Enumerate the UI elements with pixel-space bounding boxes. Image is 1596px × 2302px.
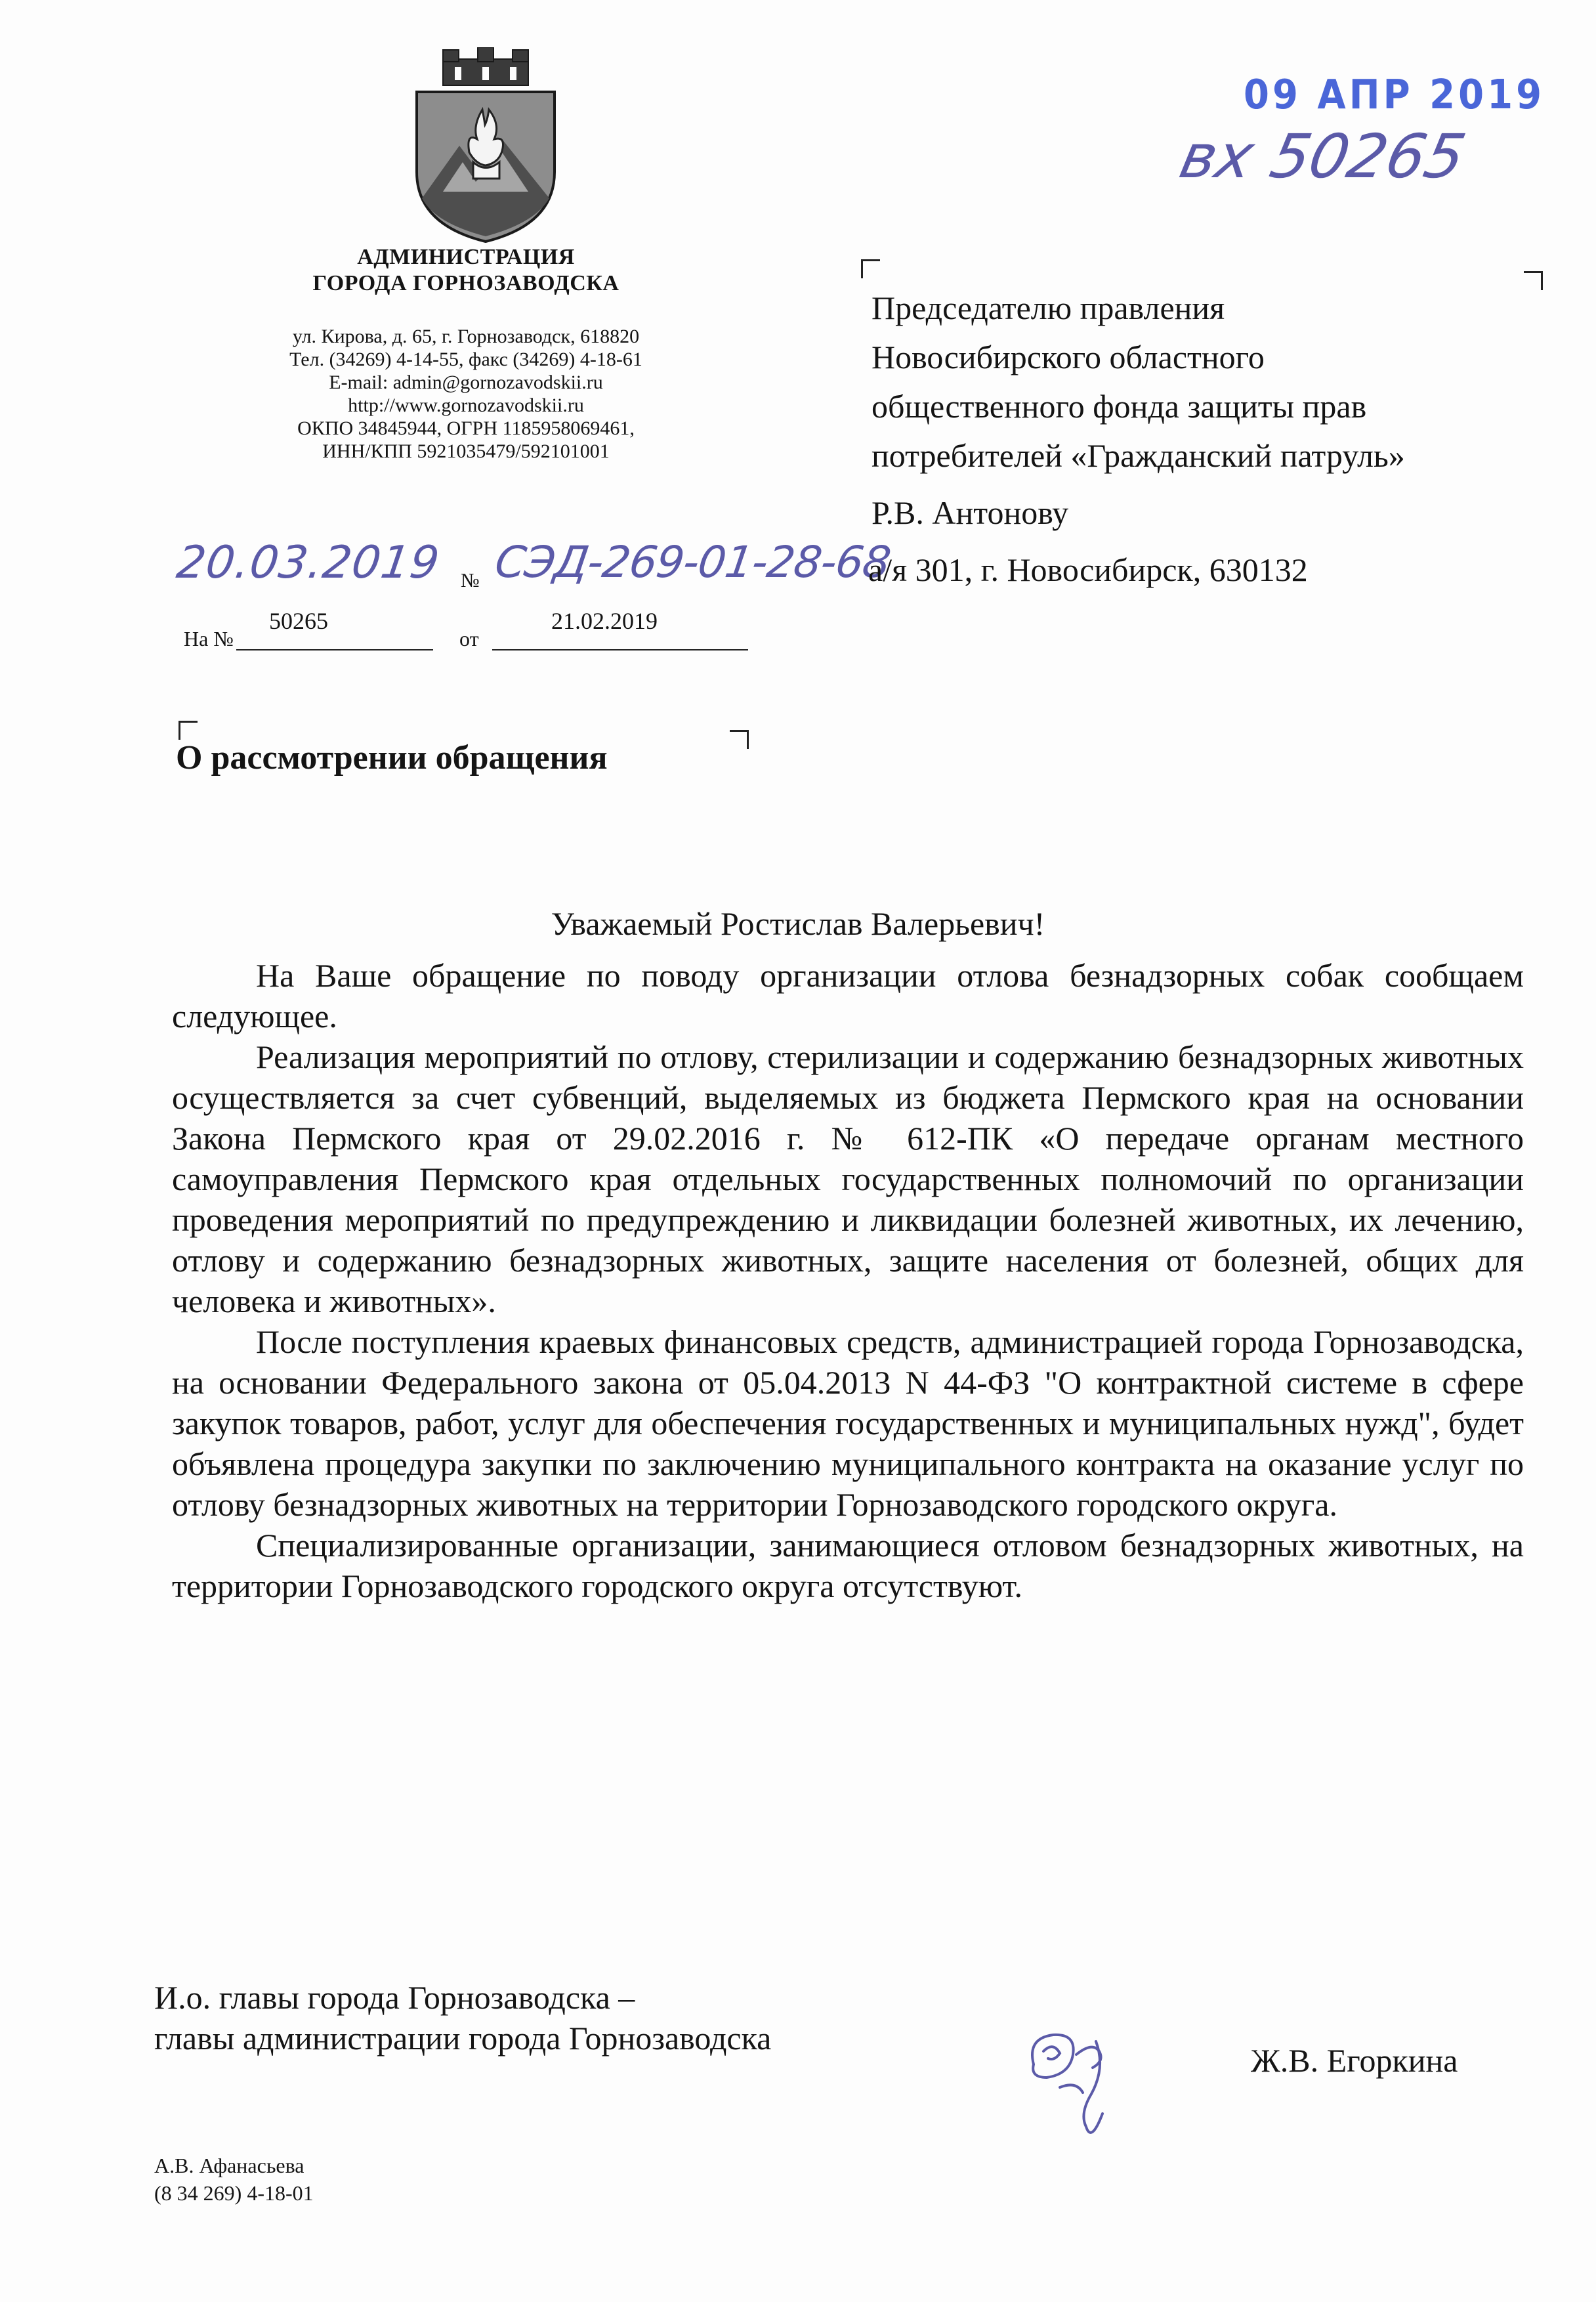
signatory-title [154, 1977, 771, 2058]
body-paragraph: После поступления краевых финансовых средств, администрацией города Горнозаводска, на основании Федерального закона от 05.04.2013 N 44-ФЗ "О контрактной системе в сфере закупок товаров, работ, услуг для обеспечения государственных и муниципальных нужд", будет объявлена процедура закупки по заключению муниципального контракта на оказание услуг по отлову безнадзорных животных на территории Горнозаводского городского округа. [172, 1323, 1524, 1523]
contact-okpo-ogrn: ОКПО 34845944, ОГРН 1185958069461, [297, 417, 635, 439]
body-paragraph: Специализированные организации, занимающиеся отловом безнадзорных животных, на территории Горнозаводского городского округа отсутствуют. [172, 1527, 1524, 1604]
addressee-corner-left [861, 259, 880, 278]
greeting: Уважаемый Ростислав Валерьевич! [551, 905, 1045, 942]
subject-corner-right [730, 730, 749, 749]
reference-date-underline [492, 649, 748, 650]
reference-date-label: от [459, 627, 479, 650]
organization-name [197, 244, 735, 297]
incoming-number-handwritten: вх 50265 [1173, 121, 1471, 192]
body-paragraph: На Ваше обращение по поводу организации отлова безнадзорных собак сообщаем следующее. [172, 957, 1524, 1034]
signatory-name: Ж.В. Егоркина [1251, 2042, 1458, 2079]
reference-row [184, 601, 755, 653]
contact-address: ул. Кирова, д. 65, г. Горнозаводск, 618820 [292, 326, 640, 347]
executor-name: А.В. Афанасьева [154, 2154, 304, 2177]
incoming-date-stamp: 09 АПР 2019 [1244, 71, 1545, 119]
organization-name-line2: ГОРОДА ГОРНОЗАВОДСКА [312, 271, 620, 295]
executor-phone: (8 34 269) 4-18-01 [154, 2181, 314, 2205]
body-paragraph: Реализация мероприятий по отлову, стерилизации и содержанию безнадзорных животных осуществляется за счет субвенций, выделяемых из бюджета Пермского края на основании Закона Пермского края от 29.02.2016 г. № 612-ПК «О передаче органам местного самоуправления Пермского края отдельных государственных полномочий по организации проведения мероприятий по предупреждению и ликвидации болезней животных, их лечению, отлову и содержанию безнадзорных животных, защите населения от болезней, общих для человека и животных». [172, 1038, 1524, 1319]
contact-phone: Тел. (34269) 4-14-55, факс (34269) 4-18-61 [289, 349, 642, 370]
subject-corner-left [178, 721, 198, 740]
addressee-line: потребителей «Гражданский патруль» [872, 437, 1405, 474]
addressee-line: Председателю правления [872, 289, 1225, 326]
addressee-line: Новосибирского областного [872, 339, 1265, 375]
registration-date: 20.03.2019 [173, 537, 443, 589]
registration-number-label: № [461, 570, 480, 591]
letter-subject: О рассмотрении обращения [176, 739, 608, 777]
addressee-postal-address: а/я 301, г. Новосибирск, 630132 [868, 551, 1308, 588]
organization-contacts [171, 325, 761, 463]
organization-name-line1: АДМИНИСТРАЦИЯ [357, 245, 575, 269]
addressee-name: Р.В. Антонову [872, 494, 1069, 531]
reference-number: 50265 [269, 608, 328, 634]
reference-date: 21.02.2019 [551, 608, 658, 634]
signatory-title-line2: главы администрации города Горнозаводска [154, 2020, 772, 2057]
handwritten-signature [1014, 2015, 1145, 2153]
executor-info [154, 2152, 314, 2207]
reference-number-label: На № [184, 627, 234, 650]
addressee-line: общественного фонда защиты прав [872, 388, 1367, 425]
addressee-block [868, 284, 1567, 595]
registration-number: СЭД-269-01-28-68 [492, 537, 894, 587]
contact-email: E-mail: admin@gornozavodskii.ru [329, 372, 603, 393]
coat-of-arms-emblem [404, 47, 568, 244]
signatory-title-line1: И.о. главы города Горнозаводска – [154, 1979, 635, 2016]
reference-number-underline [236, 649, 433, 650]
letter-body [172, 955, 1524, 1606]
contact-website: http://www.gornozavodskii.ru [348, 394, 584, 416]
contact-inn-kpp: ИНН/КПП 5921035479/592101001 [322, 440, 610, 462]
